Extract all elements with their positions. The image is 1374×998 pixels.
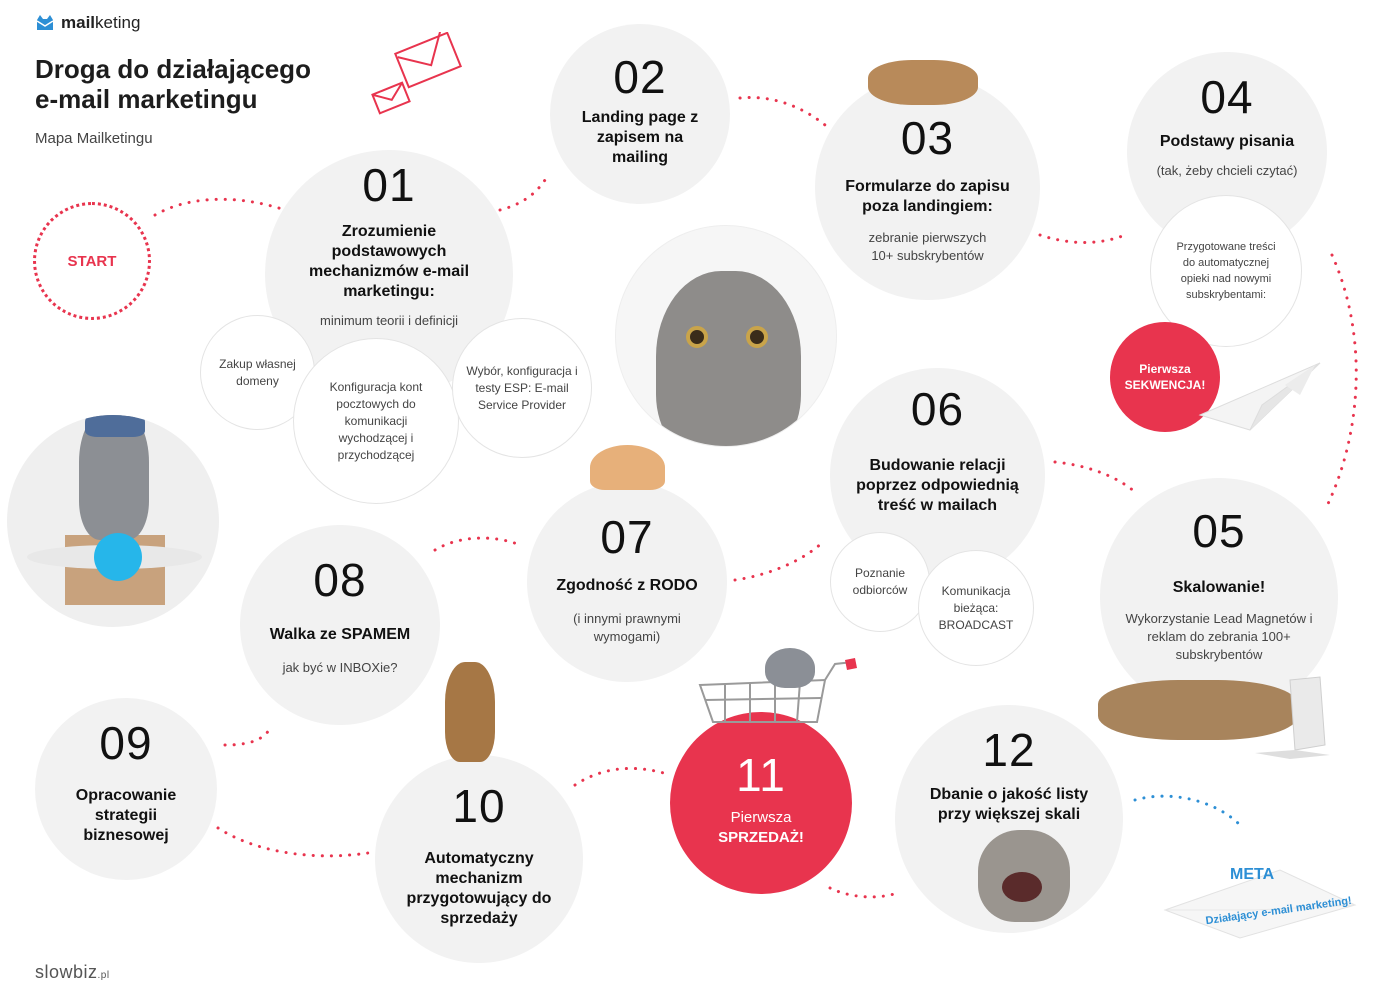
laptop-icon bbox=[1250, 675, 1335, 760]
path-05-06 bbox=[1055, 462, 1135, 492]
path-06-07 bbox=[735, 540, 825, 580]
start-marker: START bbox=[33, 202, 151, 320]
substep-content-prep[interactable]: Przygotowane treści do automatycznej opieki nad nowymi subskrybentami: bbox=[1150, 195, 1302, 347]
step-title: Podstawy pisania bbox=[1159, 133, 1295, 150]
step-desc: (tak, żeby chcieli czytać) bbox=[1156, 163, 1298, 178]
goal-envelope-icon bbox=[1160, 850, 1360, 940]
step-number: 02 bbox=[613, 51, 667, 103]
path-02-03 bbox=[740, 97, 825, 125]
substep-mail-accounts[interactable]: Konfiguracja kont pocztowych do komunikacji wychodzącej i przychodzącej bbox=[293, 338, 459, 504]
step-desc: minimum teorii i definicji bbox=[320, 313, 458, 328]
step-10[interactable] bbox=[375, 755, 583, 963]
peeking-cat-image bbox=[590, 445, 665, 490]
step-title: Skalowanie! bbox=[1172, 579, 1266, 596]
brand-name: mailketing bbox=[61, 13, 141, 32]
lying-cat-image bbox=[868, 60, 978, 105]
path-11-12 bbox=[830, 888, 900, 897]
step-title: Opracowanie strategii biznesowej bbox=[75, 787, 177, 844]
page-title: Droga do działającego e-mail marketingu bbox=[35, 54, 311, 114]
substep-broadcast[interactable]: Komunikacja bieżąca: BROADCAST bbox=[918, 550, 1034, 666]
step-number: 06 bbox=[910, 383, 965, 435]
path-07-08 bbox=[435, 538, 520, 550]
step-title: Automatyczny mechanizm przygotowujący do sprzedaży bbox=[406, 850, 552, 927]
step-number: 09 bbox=[99, 717, 153, 769]
path-08-09 bbox=[225, 725, 272, 745]
paper-plane-icon bbox=[1190, 355, 1330, 445]
step-03[interactable] bbox=[815, 75, 1040, 300]
step-desc: jak być w INBOXie? bbox=[282, 660, 398, 675]
brand-logo[interactable] bbox=[35, 13, 140, 33]
pilot-cat-image bbox=[7, 415, 219, 627]
path-10-11 bbox=[575, 768, 670, 785]
path-09-10 bbox=[218, 828, 368, 856]
footer-logo[interactable]: slowbiz.pl bbox=[35, 962, 110, 982]
badge-first-sequence: Pierwsza SEKWENCJA! bbox=[1110, 322, 1220, 432]
envelopes-icon bbox=[370, 32, 466, 118]
substep-know-audience[interactable]: Poznanie odbiorców bbox=[830, 532, 930, 632]
path-12-meta bbox=[1135, 796, 1240, 825]
step-11[interactable] bbox=[670, 712, 852, 894]
substep-esp[interactable]: Wybór, konfiguracja i testy ESP: E-mail Service Provider bbox=[452, 318, 592, 458]
shocked-cat-image bbox=[978, 830, 1070, 922]
step-number: 11 bbox=[736, 749, 786, 801]
step-02[interactable] bbox=[550, 24, 730, 204]
page-subtitle: Mapa Mailketingu bbox=[35, 130, 153, 147]
step-number: 01 bbox=[362, 159, 416, 211]
step-number: 08 bbox=[313, 554, 367, 606]
step-09[interactable] bbox=[35, 698, 217, 880]
step-desc: (i innymi prawnymi wymogami) bbox=[573, 611, 681, 644]
step-title: Zgodność z RODO bbox=[556, 577, 698, 594]
step-desc: zebranie pierwszych 10+ subskrybentów bbox=[868, 230, 987, 263]
step-title: Zrozumienie podstawowych mechanizmów e-mail marketingu: bbox=[308, 223, 470, 300]
sitting-cat-image bbox=[445, 662, 495, 762]
step-title: Landing page z zapisem na mailing bbox=[581, 109, 699, 166]
step-number: 12 bbox=[982, 724, 1036, 776]
cart-cat-image bbox=[765, 648, 815, 688]
step-title: Dbanie o jakość listy przy większej skali bbox=[929, 786, 1089, 823]
step-08[interactable] bbox=[240, 525, 440, 725]
path-03-04 bbox=[1040, 235, 1125, 243]
step-desc: Wykorzystanie Lead Magnetów i reklam do zebrania 100+ subskrybentów bbox=[1125, 611, 1313, 662]
goal-label: META bbox=[1230, 866, 1275, 883]
step-number: 10 bbox=[452, 780, 506, 832]
step-number: 04 bbox=[1200, 71, 1254, 123]
scared-cat-image bbox=[615, 225, 837, 447]
step-title: Pierwsza SPRZEDAŻ! bbox=[718, 809, 804, 846]
step-number: 03 bbox=[900, 112, 955, 164]
step-title: Budowanie relacji poprzez odpowiednią treść w mailach bbox=[856, 457, 1019, 514]
substep-domain[interactable]: Zakup własnej domeny bbox=[200, 315, 315, 430]
goal-arc-text: Działający e-mail marketing! bbox=[1204, 894, 1353, 928]
step-number: 07 bbox=[600, 511, 654, 563]
cat-envelope-icon bbox=[35, 14, 55, 32]
step-title: Walka ze SPAMEM bbox=[269, 626, 411, 643]
step-title: Formularze do zapisu poza landingiem: bbox=[845, 178, 1010, 215]
step-number: 05 bbox=[1192, 505, 1246, 557]
